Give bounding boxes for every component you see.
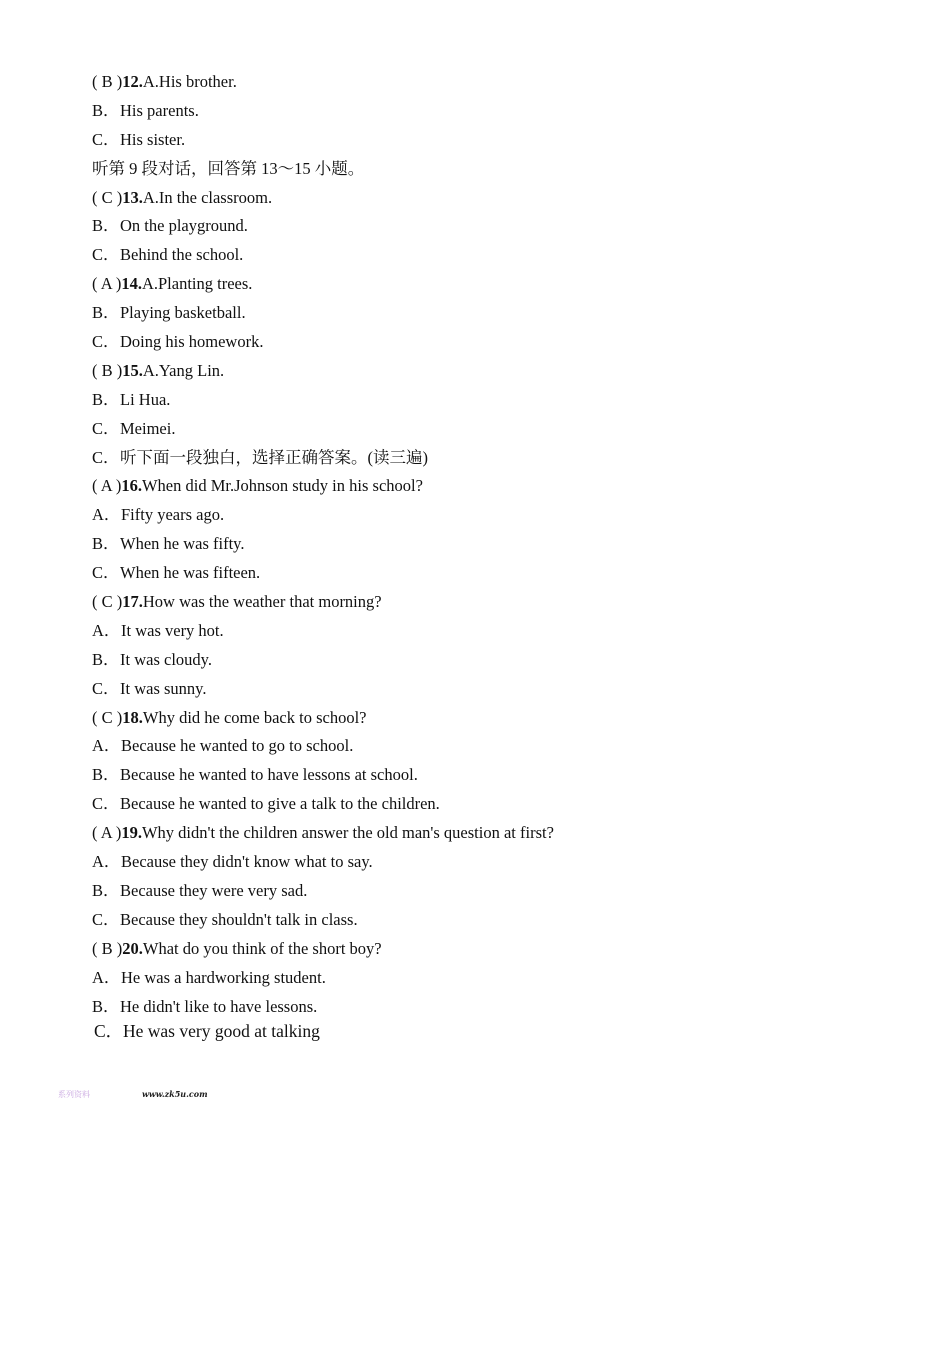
question-number: 14. bbox=[121, 274, 142, 294]
option-label: C． bbox=[92, 563, 120, 583]
option-text: He was a hardworking student. bbox=[121, 967, 326, 987]
option-text: He didn't like to have lessons. bbox=[120, 996, 318, 1016]
option-text: On the playground. bbox=[120, 216, 248, 236]
answer-mark: ( C ) bbox=[92, 187, 123, 207]
option-text: It was sunny. bbox=[120, 678, 207, 698]
question-12 bbox=[92, 68, 892, 97]
option-text: Behind the school. bbox=[120, 245, 244, 265]
question-number: 12. bbox=[122, 72, 143, 91]
question-number: 20. bbox=[122, 938, 143, 958]
option-label: C． bbox=[92, 245, 120, 265]
option-c bbox=[92, 559, 892, 588]
section-instruction: 听第 9 段对话，回答第 13～15 小题。 bbox=[92, 158, 365, 178]
option-label: C． bbox=[92, 909, 120, 929]
option-text: Meimei. bbox=[120, 418, 176, 438]
option-c bbox=[92, 241, 892, 270]
section-text: 听下面一段独白，选择正确答案。(读三遍) bbox=[120, 447, 428, 467]
question-19 bbox=[92, 819, 892, 848]
option-label: B． bbox=[92, 765, 120, 785]
option-text: Li Hua. bbox=[120, 389, 171, 409]
option-text: Because they shouldn't talk in class. bbox=[120, 909, 358, 929]
question-text: What do you think of the short boy? bbox=[142, 938, 382, 958]
option-label: B． bbox=[92, 996, 120, 1016]
question-17 bbox=[92, 588, 892, 617]
option-a bbox=[92, 964, 892, 993]
footer-series-text: 系列资料 bbox=[58, 1090, 90, 1099]
option-c bbox=[92, 790, 892, 819]
question-text: A.In the classroom. bbox=[142, 187, 273, 207]
option-label: C． bbox=[94, 1021, 124, 1042]
option-b bbox=[92, 761, 892, 790]
option-label: B． bbox=[92, 303, 120, 323]
option-label: B． bbox=[92, 649, 120, 669]
option-label: B． bbox=[92, 880, 120, 900]
option-label: A． bbox=[92, 967, 121, 987]
option-text: Because they were very sad. bbox=[120, 880, 308, 900]
question-number: 15. bbox=[122, 360, 143, 380]
option-text: He was very good at talking bbox=[123, 1021, 320, 1042]
option-c bbox=[92, 328, 892, 357]
question-18 bbox=[92, 704, 892, 733]
answer-mark: ( B ) bbox=[92, 938, 123, 958]
option-b bbox=[92, 97, 892, 126]
option-label: A． bbox=[92, 736, 121, 756]
option-text: Because he wanted to give a talk to the children. bbox=[120, 794, 440, 814]
option-a bbox=[92, 617, 892, 646]
question-text: When did Mr.Johnson study in his school? bbox=[141, 476, 423, 496]
option-text: Playing basketball. bbox=[120, 303, 246, 323]
option-text: Because they didn't know what to say. bbox=[121, 852, 373, 872]
option-label: C． bbox=[92, 332, 120, 352]
question-number: 18. bbox=[122, 707, 143, 727]
answer-mark: ( C ) bbox=[92, 592, 123, 612]
section-instruction bbox=[92, 444, 892, 473]
question-text: Why did he come back to school? bbox=[142, 707, 367, 727]
option-a bbox=[92, 732, 892, 761]
answer-mark: ( B ) bbox=[92, 72, 123, 91]
question-14 bbox=[92, 270, 892, 299]
option-text: Because he wanted to have lessons at school. bbox=[120, 765, 418, 785]
option-label: B． bbox=[92, 534, 120, 554]
question-15 bbox=[92, 357, 892, 386]
option-text: It was very hot. bbox=[121, 620, 224, 640]
question-13 bbox=[92, 184, 892, 213]
question-text: A.His brother. bbox=[142, 72, 237, 91]
option-label: C． bbox=[92, 794, 120, 814]
option-c bbox=[92, 1017, 892, 1046]
section-label: C． bbox=[92, 447, 120, 467]
option-c bbox=[92, 126, 892, 155]
question-number: 19. bbox=[121, 823, 142, 843]
question-number: 13. bbox=[122, 187, 143, 207]
answer-mark: ( C ) bbox=[92, 707, 123, 727]
question-16 bbox=[92, 472, 892, 501]
answer-mark: ( B ) bbox=[92, 360, 123, 380]
question-text: A.Yang Lin. bbox=[142, 360, 225, 380]
option-text: His parents. bbox=[120, 100, 199, 120]
option-label: B． bbox=[92, 389, 120, 409]
option-c bbox=[92, 415, 892, 444]
option-label: C． bbox=[92, 678, 120, 698]
option-b bbox=[92, 530, 892, 559]
option-b bbox=[92, 212, 892, 241]
option-a bbox=[92, 501, 892, 530]
option-b bbox=[92, 877, 892, 906]
option-text: Fifty years ago. bbox=[121, 505, 225, 525]
question-text: A.Planting trees. bbox=[141, 274, 253, 294]
answer-mark: ( A ) bbox=[92, 823, 122, 843]
option-text: Because he wanted to go to school. bbox=[121, 736, 354, 756]
option-label: B． bbox=[92, 100, 120, 120]
question-text: Why didn't the children answer the old man's question at first? bbox=[141, 823, 554, 843]
option-c bbox=[92, 906, 892, 935]
answer-mark: ( A ) bbox=[92, 274, 122, 294]
option-label: C． bbox=[92, 129, 120, 149]
option-label: B． bbox=[92, 216, 120, 236]
page-footer bbox=[58, 1089, 258, 1103]
option-b bbox=[92, 646, 892, 675]
question-20 bbox=[92, 935, 892, 964]
question-number: 17. bbox=[122, 592, 143, 612]
option-text: His sister. bbox=[120, 129, 186, 149]
option-label: A． bbox=[92, 505, 121, 525]
option-a bbox=[92, 848, 892, 877]
option-label: A． bbox=[92, 852, 121, 872]
option-text: When he was fifteen. bbox=[120, 563, 261, 583]
footer-website-link[interactable]: www.zk5u.com bbox=[142, 1089, 208, 1099]
question-number: 16. bbox=[121, 476, 142, 496]
option-text: It was cloudy. bbox=[120, 649, 212, 669]
answer-mark: ( A ) bbox=[92, 476, 122, 496]
option-b bbox=[92, 386, 892, 415]
option-text: When he was fifty. bbox=[120, 534, 245, 554]
question-text: How was the weather that morning? bbox=[142, 592, 382, 612]
option-c bbox=[92, 675, 892, 704]
option-b bbox=[92, 299, 892, 328]
option-label: C． bbox=[92, 418, 120, 438]
worksheet-body bbox=[92, 68, 892, 1046]
option-text: Doing his homework. bbox=[120, 332, 264, 352]
option-label: A． bbox=[92, 620, 121, 640]
